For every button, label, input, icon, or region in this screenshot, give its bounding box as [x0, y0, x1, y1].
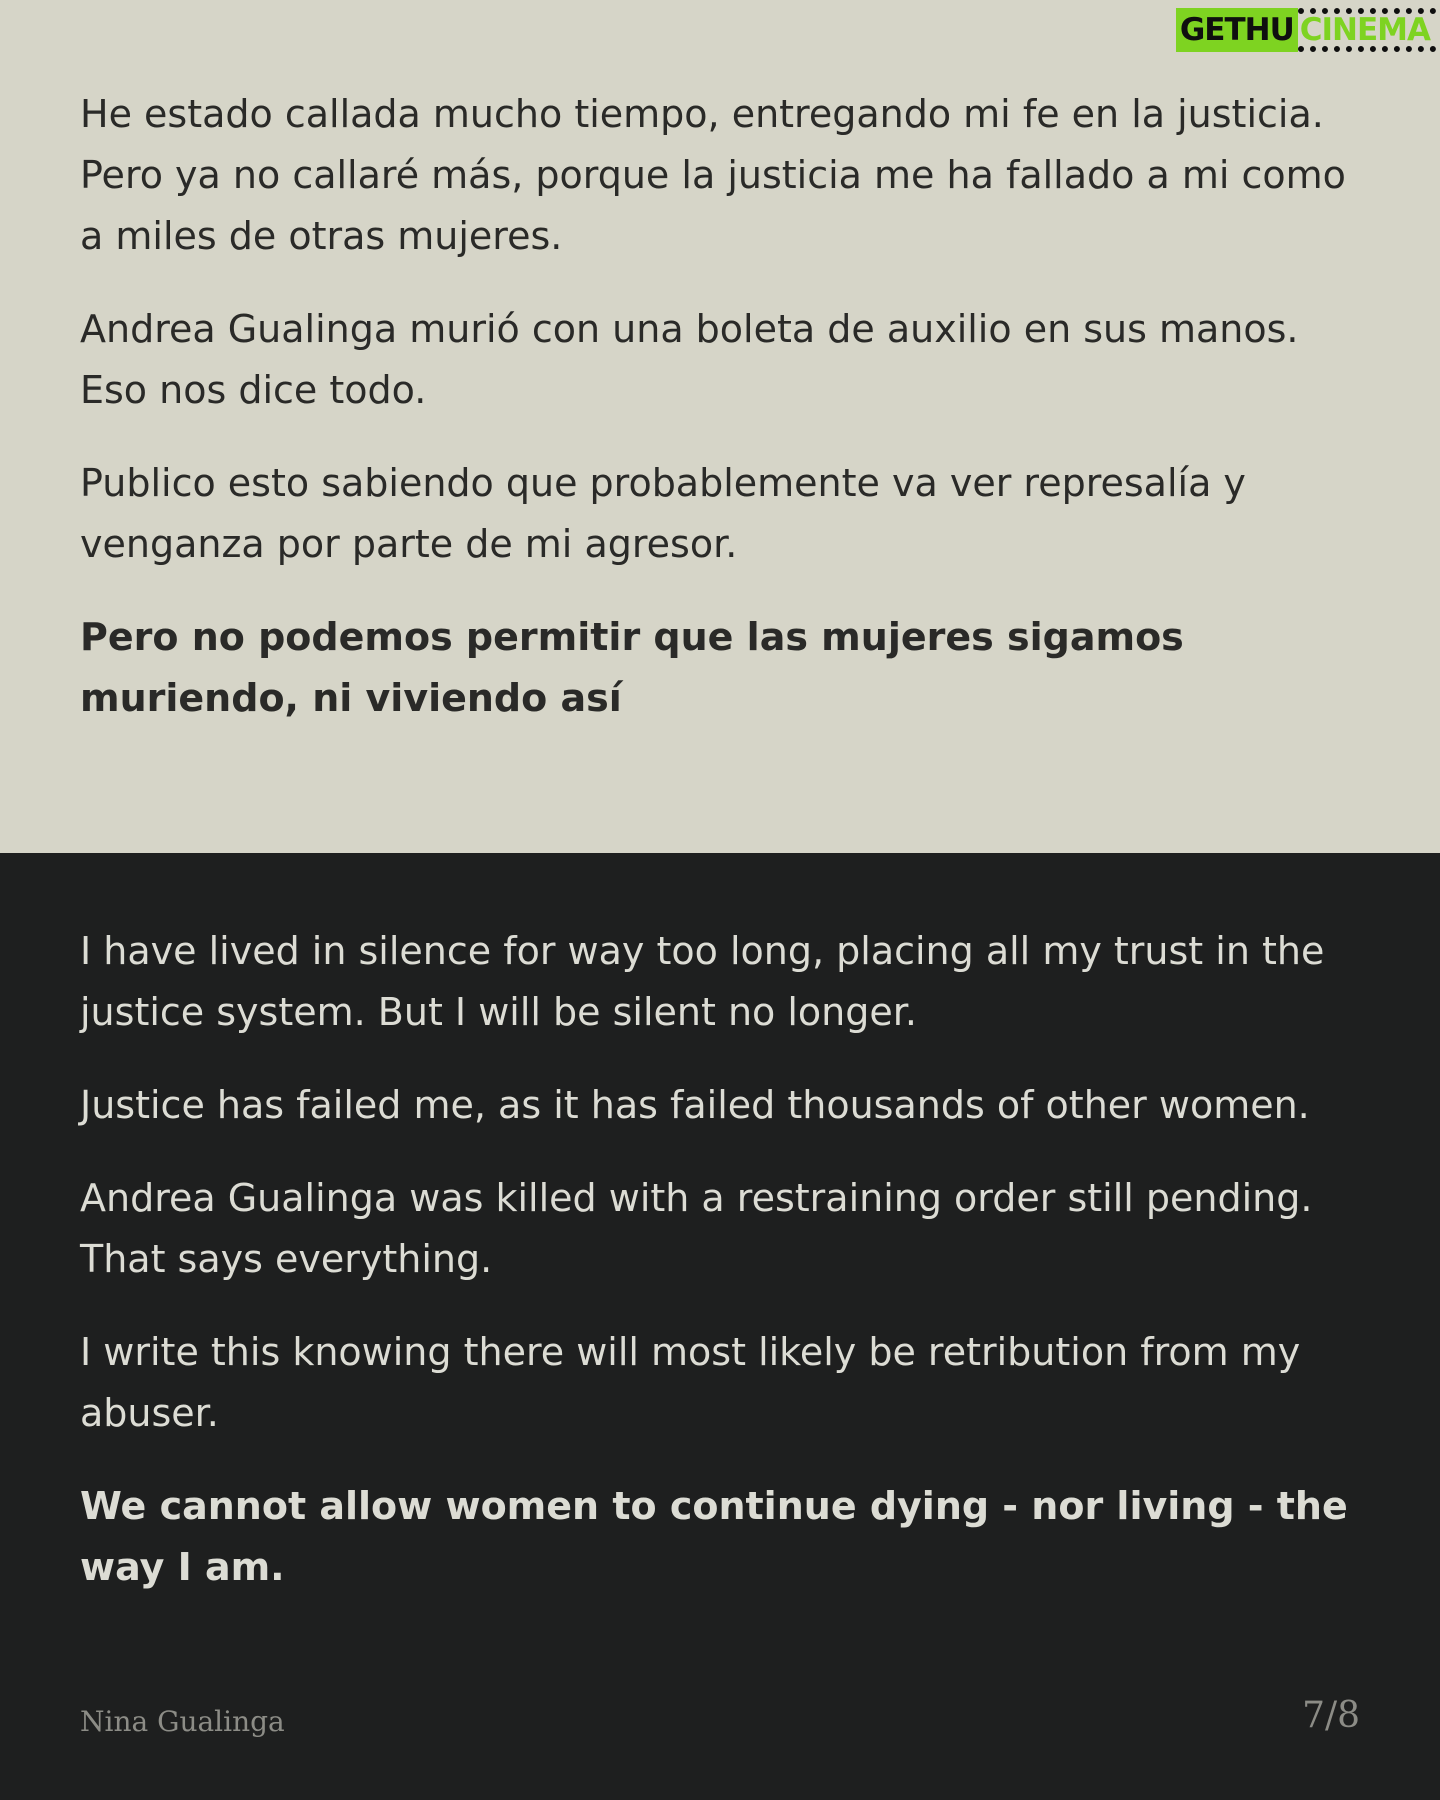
spanish-paragraph-1: He estado callada mucho tiempo, entregando mi fe en la justicia. Pero ya no callaré más, porque la justicia me ha fallado a mi como a miles de otras mujeres.: [80, 92, 1346, 258]
page-indicator: 7/8: [1302, 1695, 1360, 1736]
watermark-part-1: GETHU: [1176, 8, 1298, 52]
english-paragraph-5: We cannot allow women to continue dying - nor living - the way I am.: [80, 1484, 1348, 1589]
spanish-paragraph-4: Pero no podemos permitir que las mujeres sigamos muriendo, ni viviendo así: [80, 615, 1184, 720]
author-name: Nina Gualinga: [80, 1705, 285, 1738]
english-paragraph-1: I have lived in silence for way too long, placing all my trust in the justice system. But I will be silent no longer.: [80, 929, 1325, 1034]
spanish-paragraph-2: Andrea Gualinga murió con una boleta de auxilio en sus manos. Eso nos dice todo.: [80, 307, 1299, 412]
watermark-part-2: CINEMA: [1298, 8, 1436, 52]
english-paragraph-4: I write this knowing there will most likely be retribution from my abuser.: [80, 1330, 1301, 1435]
spanish-text-block: [80, 84, 1370, 761]
english-section: [0, 853, 1440, 1800]
english-paragraph-3: Andrea Gualinga was killed with a restraining order still pending. That says everything.: [80, 1176, 1313, 1281]
english-text-block: [80, 921, 1370, 1630]
spanish-section: [0, 0, 1440, 853]
watermark-logo: [1176, 8, 1436, 52]
english-paragraph-2: Justice has failed me, as it has failed thousands of other women.: [80, 1083, 1310, 1127]
spanish-paragraph-3: Publico esto sabiendo que probablemente va ver represalía y venganza por parte de mi agresor.: [80, 461, 1246, 566]
